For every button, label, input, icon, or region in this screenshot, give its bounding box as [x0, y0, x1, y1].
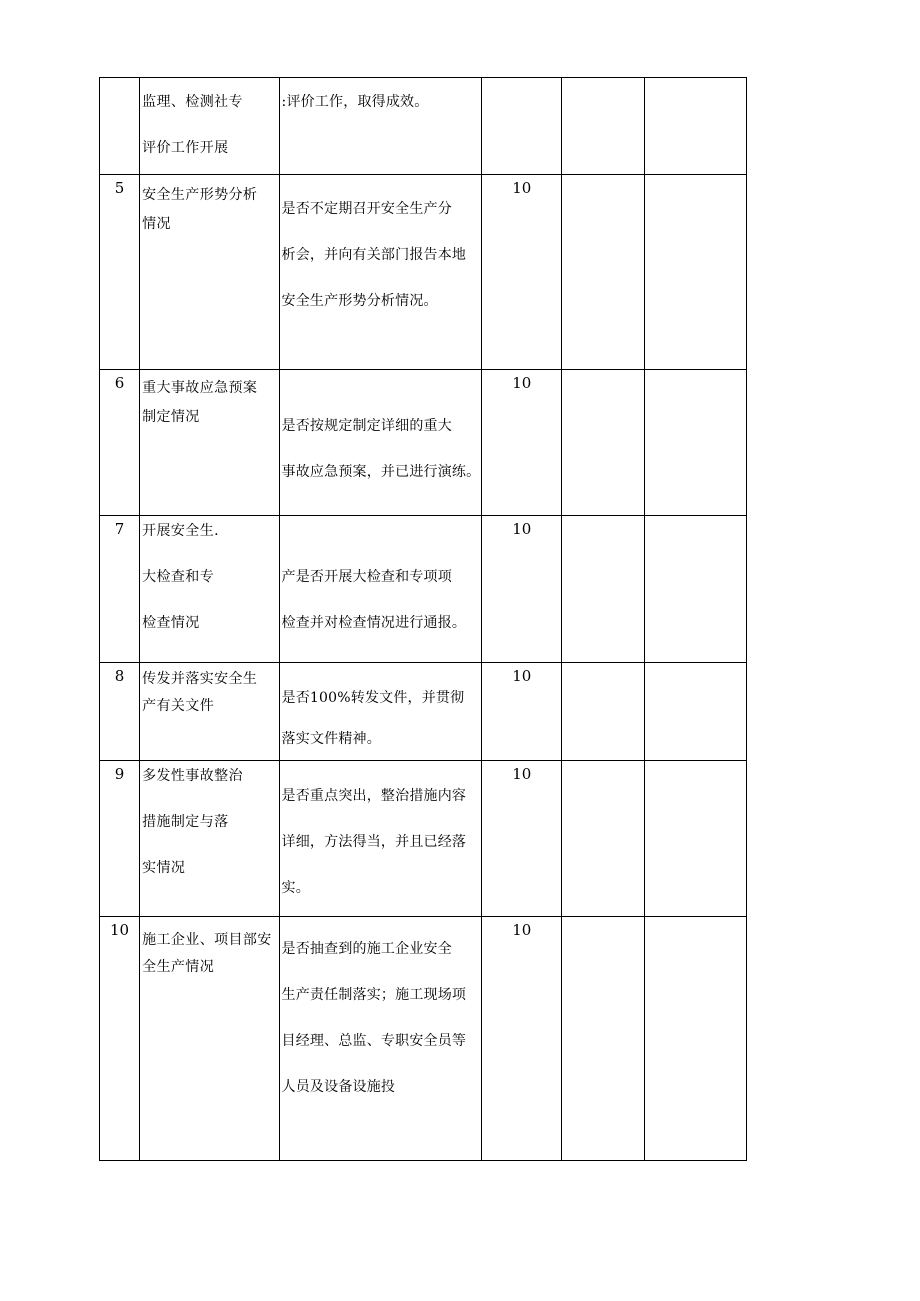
row-number: [100, 78, 140, 175]
content-line: 是否按规定制定详细的重大: [281, 418, 452, 434]
empty-cell: [562, 761, 644, 917]
item-cell: [140, 370, 279, 516]
item-cell: [140, 917, 279, 1161]
table-row: [100, 516, 747, 663]
table-row: [100, 761, 747, 917]
item-line: 评价工作开展: [142, 140, 229, 156]
item-line: 安全生产形势分析: [142, 187, 258, 203]
item-line: 重大事故应急预案: [142, 380, 258, 396]
score-cell: 10: [482, 370, 562, 516]
empty-cell: [644, 761, 746, 917]
content-line: 是否100%转发文件，并贯彻: [281, 690, 465, 706]
content-cell: [279, 78, 482, 175]
content-line: 是否抽查到的施工企业安全: [281, 941, 452, 957]
item-cell: [140, 516, 279, 663]
content-line: 详细，方法得当，并且已经落: [281, 834, 467, 850]
item-cell: [140, 761, 279, 917]
item-line: 情况: [142, 216, 171, 232]
content-cell: [279, 175, 482, 370]
item-line: 开展安全生.: [142, 523, 219, 539]
item-cell: [140, 175, 279, 370]
content-cell: [279, 663, 482, 761]
row-number: 6: [100, 370, 140, 516]
item-line: 产有关文件: [142, 698, 215, 714]
table-row: [100, 175, 747, 370]
content-cell: [279, 370, 482, 516]
empty-cell: [562, 516, 644, 663]
content-line: 产是否开展大检查和专项项: [281, 569, 452, 585]
content-line: 实。: [281, 880, 310, 896]
item-line: 多发性事故整治: [142, 768, 243, 784]
table-row: [100, 917, 747, 1161]
table-row: [100, 370, 747, 516]
content-line: 是否不定期召开安全生产分: [281, 201, 452, 217]
row-number: 7: [100, 516, 140, 663]
row-number: 9: [100, 761, 140, 917]
empty-cell: [562, 370, 644, 516]
item-line: 监理、检测社专: [142, 94, 243, 110]
empty-cell: [562, 663, 644, 761]
item-line: 大检查和专: [142, 569, 215, 585]
empty-cell: [644, 175, 746, 370]
content-line: 安全生产形势分析情况。: [281, 293, 438, 309]
content-cell: [279, 761, 482, 917]
score-cell: 10: [482, 175, 562, 370]
item-line: 制定情况: [142, 409, 200, 425]
table-row: [100, 663, 747, 761]
score-cell: [482, 78, 562, 175]
evaluation-table: [99, 77, 747, 1161]
content-line: :评价工作，取得成效。: [281, 94, 429, 110]
content-line: 目经理、总监、专职安全员等: [281, 1033, 467, 1049]
item-line: 施工企业、项目部安: [142, 932, 272, 948]
score-cell: 10: [482, 516, 562, 663]
score-cell: 10: [482, 917, 562, 1161]
item-line: 措施制定与落: [142, 814, 229, 830]
content-cell: [279, 917, 482, 1161]
item-line: 检查情况: [142, 615, 200, 631]
content-cell: [279, 516, 482, 663]
empty-cell: [644, 78, 746, 175]
content-line: 检查并对检查情况进行通报。: [281, 615, 467, 631]
empty-cell: [562, 78, 644, 175]
item-line: 实情况: [142, 860, 186, 876]
content-line: 析会，并向有关部门报告本地: [281, 247, 467, 263]
content-line: 落实文件精神。: [281, 731, 381, 747]
empty-cell: [562, 175, 644, 370]
empty-cell: [644, 663, 746, 761]
row-number: 10: [100, 917, 140, 1161]
item-line: 全生产情况: [142, 959, 215, 975]
content-line: 是否重点突出，整治措施内容: [281, 788, 467, 804]
content-line: 事故应急预案，并已进行演练。: [281, 464, 481, 480]
empty-cell: [644, 370, 746, 516]
score-cell: 10: [482, 663, 562, 761]
item-cell: [140, 663, 279, 761]
row-number: 8: [100, 663, 140, 761]
empty-cell: [644, 917, 746, 1161]
item-line: 传发并落实安全生: [142, 671, 258, 687]
empty-cell: [644, 516, 746, 663]
item-cell: [140, 78, 279, 175]
empty-cell: [562, 917, 644, 1161]
score-cell: 10: [482, 761, 562, 917]
table-row: [100, 78, 747, 175]
row-number: 5: [100, 175, 140, 370]
content-line: 人员及设备设施投: [281, 1079, 396, 1095]
content-line: 生产责任制落实；施工现场项: [281, 987, 467, 1003]
